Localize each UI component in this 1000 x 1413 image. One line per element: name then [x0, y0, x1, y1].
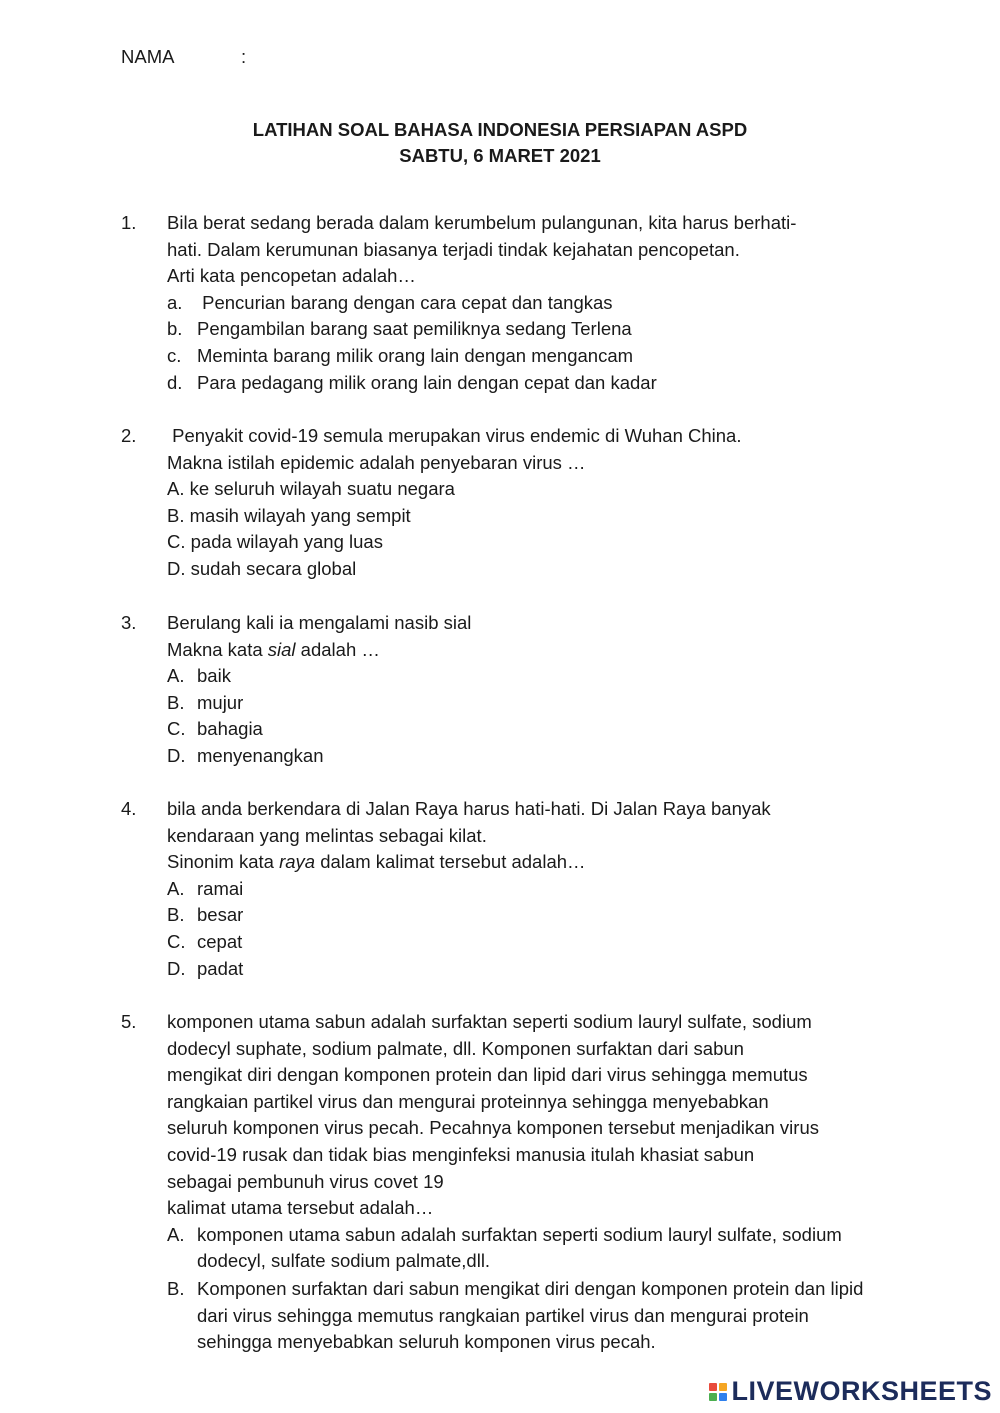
- brand-name: LIVEWORKSHEETS: [731, 1376, 992, 1406]
- answer-option[interactable]: [167, 316, 881, 343]
- answer-option[interactable]: [167, 370, 881, 397]
- question-3: [121, 610, 881, 770]
- option-text: Meminta barang milik orang lain dengan mengancam: [197, 344, 634, 366]
- question-stem-line: [167, 849, 881, 876]
- question-stem-line: Berulang kali ia mengalami nasib sial: [167, 612, 472, 633]
- answer-option[interactable]: [167, 876, 881, 903]
- title-line-1: LATIHAN SOAL BAHASA INDONESIA PERSIAPAN ASPD: [252, 119, 748, 140]
- option-text: B. masih wilayah yang sempit: [167, 504, 411, 526]
- option-label: D.: [167, 957, 186, 979]
- question-2: [121, 423, 881, 583]
- answer-option[interactable]: [167, 743, 881, 770]
- answer-option[interactable]: [167, 1222, 881, 1275]
- option-text: Para pedagang milik orang lain dengan cepat dan kadar: [197, 371, 657, 393]
- logo-square: [719, 1383, 727, 1391]
- option-label: a.: [167, 291, 183, 313]
- logo-square: [719, 1393, 727, 1401]
- option-text: D. sudah secara global: [167, 557, 357, 579]
- option-text: komponen utama sabun adalah surfaktan seperti sodium lauryl sulfate, sodium dodecyl, sulfate sodium palmate,dll.: [197, 1223, 842, 1272]
- option-text: ramai: [197, 877, 244, 899]
- question-stem-line: kendaraan yang melintas sebagai kilat.: [167, 824, 487, 846]
- stem-text: adalah …: [295, 638, 380, 660]
- stem-text: dalam kalimat tersebut adalah…: [315, 851, 586, 873]
- option-text: Pencurian barang dengan cara cepat dan tangkas: [197, 291, 613, 313]
- question-stem-line: sebagai pembunuh virus covet 19: [167, 1170, 444, 1192]
- option-label: A.: [167, 665, 185, 687]
- logo-squares-icon: [709, 1383, 727, 1401]
- question-stem-line: kalimat utama tersebut adalah…: [167, 1197, 434, 1219]
- option-label: d.: [167, 371, 183, 393]
- option-label: B.: [167, 691, 185, 713]
- option-label: A.: [167, 877, 185, 899]
- worksheet-title: [0, 117, 1000, 169]
- option-text: C. pada wilayah yang luas: [167, 531, 383, 553]
- option-text: besar: [197, 904, 244, 926]
- option-text: A. ke seluruh wilayah suatu negara: [167, 478, 455, 500]
- answer-option[interactable]: [167, 663, 881, 690]
- question-stem-line: rangkaian partikel virus dan mengurai proteinnya sehingga menyebabkan: [167, 1090, 769, 1112]
- option-text: menyenangkan: [197, 744, 324, 766]
- option-text: baik: [197, 665, 231, 687]
- title-line-2: SABTU, 6 MARET 2021: [399, 145, 601, 166]
- question-number: 2.: [121, 425, 137, 446]
- question-stem-line: [167, 637, 881, 664]
- option-label: B.: [167, 904, 185, 926]
- question-stem-line: hati. Dalam kerumunan biasanya terjadi tindak kejahatan pencopetan.: [167, 238, 740, 260]
- question-5: [121, 1009, 881, 1356]
- answer-option[interactable]: [167, 290, 881, 317]
- question-number: 5.: [121, 1011, 137, 1032]
- stem-italic-word: sial: [267, 638, 296, 660]
- answer-option[interactable]: [167, 902, 881, 929]
- stem-text: Makna kata: [167, 638, 268, 660]
- option-label: c.: [167, 344, 182, 366]
- name-field-row: [121, 46, 247, 68]
- question-stem-line: bila anda berkendara di Jalan Raya harus hati-hati. Di Jalan Raya banyak: [167, 798, 771, 819]
- question-stem-line: Bila berat sedang berada dalam kerumbelum pulangunan, kita harus berhati-: [167, 212, 797, 233]
- answer-option[interactable]: [167, 503, 881, 530]
- option-text: Pengambilan barang saat pemiliknya sedang Terlena: [197, 318, 632, 340]
- answer-option[interactable]: [167, 476, 881, 503]
- liveworksheets-logo: [709, 1376, 992, 1407]
- question-4: [121, 796, 881, 982]
- option-text: padat: [197, 957, 244, 979]
- stem-italic-word: raya: [279, 851, 316, 873]
- question-stem-line: komponen utama sabun adalah surfaktan seperti sodium lauryl sulfate, sodium: [167, 1011, 812, 1032]
- question-stem-line: dodecyl suphate, sodium palmate, dll. Komponen surfaktan dari sabun: [167, 1037, 744, 1059]
- answer-option[interactable]: [167, 556, 881, 583]
- answer-option[interactable]: [167, 1276, 881, 1356]
- question-stem-line: covid-19 rusak dan tidak bias menginfeksi manusia itulah khasiat sabun: [167, 1143, 755, 1165]
- logo-square: [709, 1393, 717, 1401]
- option-text: bahagia: [197, 718, 263, 740]
- option-label: B.: [167, 1277, 185, 1299]
- answer-option[interactable]: [167, 343, 881, 370]
- option-label: b.: [167, 318, 183, 340]
- question-stem-line: Arti kata pencopetan adalah…: [167, 265, 416, 287]
- question-stem-line: mengikat diri dengan komponen protein dan lipid dari virus sehingga memutus: [167, 1064, 808, 1086]
- option-text: mujur: [197, 691, 244, 713]
- answer-option[interactable]: [167, 929, 881, 956]
- option-text: Komponen surfaktan dari sabun mengikat diri dengan komponen protein dan lipid dari virus sehingga memutus rangkaian partikel virus dan mengurai protein sehingga menyebabkan seluruh komponen virus pecah.: [197, 1277, 864, 1353]
- name-colon: :: [241, 46, 247, 67]
- question-number: 4.: [121, 798, 137, 819]
- option-text: cepat: [197, 930, 243, 952]
- answer-option[interactable]: [167, 690, 881, 717]
- question-stem-line: Makna istilah epidemic adalah penyebaran virus …: [167, 451, 586, 473]
- question-number: 3.: [121, 612, 137, 633]
- option-label: D.: [167, 744, 186, 766]
- stem-text: Sinonim kata: [167, 851, 280, 873]
- answer-option[interactable]: [167, 529, 881, 556]
- question-1: [121, 210, 881, 396]
- question-number: 1.: [121, 212, 137, 233]
- name-label: NAMA: [121, 46, 175, 67]
- answer-option[interactable]: [167, 716, 881, 743]
- question-stem-line: Penyakit covid-19 semula merupakan virus endemic di Wuhan China.: [167, 425, 742, 446]
- option-label: C.: [167, 930, 186, 952]
- option-label: C.: [167, 718, 186, 740]
- option-label: A.: [167, 1223, 185, 1245]
- logo-square: [709, 1383, 717, 1391]
- answer-option[interactable]: [167, 956, 881, 983]
- question-stem-line: seluruh komponen virus pecah. Pecahnya komponen tersebut menjadikan virus: [167, 1117, 819, 1139]
